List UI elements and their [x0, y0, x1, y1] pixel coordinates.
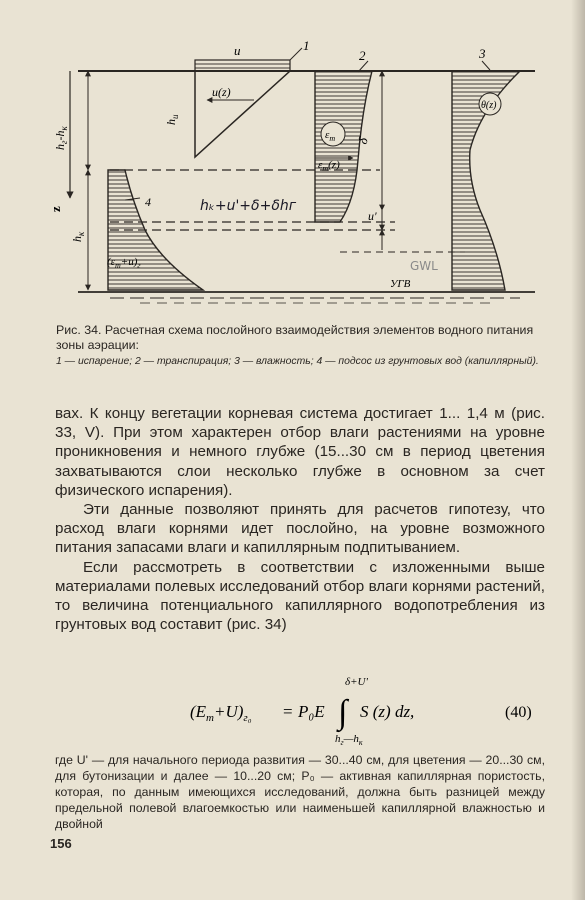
label-hg-hk: h	[53, 144, 67, 150]
label-u-z: u(z)	[212, 85, 231, 99]
figure-caption	[56, 323, 548, 368]
formula-rhs: P₀E	[298, 702, 325, 721]
label-z-axis: z	[48, 206, 63, 212]
label-h-u-sub: u	[170, 114, 180, 119]
svg-text:hг-hк: $h_г-h_к$	[53, 126, 69, 150]
footnote-text: где U' — для начального периода развития — 30...40 см, для цветения — 20...30 см, для бутонизации и далее — 10...20 см; P₀ — активная капиллярная пористость, которая, по данным имеющихся исследований, должна быть разницей между предельной полевой влагоемкостью или наименьшей капиллярной влажностью и двойной	[55, 753, 545, 831]
label-em-z: ε	[318, 159, 323, 171]
label-em-circle: ε	[325, 129, 330, 141]
equation-40	[55, 672, 545, 748]
evaporation-bar	[195, 60, 290, 71]
label-gwl: GWL	[410, 259, 438, 273]
hand-formula: hₖ+u'+δ+δhг	[200, 198, 297, 214]
formula-integrand: S (z) dz,	[360, 702, 415, 721]
label-u-top: u	[234, 43, 241, 58]
label-em-u-g: (ε	[107, 256, 115, 268]
label-theta-z: θ(z)	[481, 100, 497, 111]
transpiration-curve	[315, 71, 372, 222]
caption-title: Рис. 34. Расчетная схема послойного взаимодействия элементов водного питания зоны аэрации:	[56, 323, 534, 352]
label-n3: 3	[479, 46, 486, 61]
u-triangle	[195, 71, 290, 157]
svg-text:(Em+U)г₀: $(E_m+U)_{г_0}$	[190, 702, 252, 724]
svg-text:εm(z): $\varepsilon_m(z)$	[318, 159, 340, 173]
label-n4: 4	[145, 195, 151, 209]
label-h-u: h	[164, 119, 178, 125]
body-text	[55, 404, 545, 634]
formula-number: (40)	[505, 704, 532, 721]
paragraph-3: Если рассмотреть в соответствии с изложенными выше материалами полевых исследований отбор влаги корнями растений, то величина потенциального капиллярного водопотребления из грунтовых вод составит (рис. 34)	[55, 558, 545, 634]
page-edge-shadow	[571, 0, 585, 900]
caption-legend: 1 — испарение; 2 — транспирация; 3 — влажность; 4 — подсос из грунтовых вод (капиллярный).	[56, 356, 539, 367]
svg-text:εm: $\varepsilon_m$	[325, 129, 336, 143]
figure-34-diagram	[50, 30, 550, 320]
label-n2: 2	[359, 48, 366, 63]
formula-lhs: (E	[190, 702, 207, 721]
formula-upper-limit: δ+U'	[345, 676, 368, 688]
formula-equals: =	[283, 702, 293, 721]
label-delta: δ	[354, 135, 371, 147]
svg-text:hu	[164, 114, 180, 125]
page-number: 156	[50, 836, 72, 851]
svg-text:hк: $h_к$	[70, 231, 86, 242]
formula-lower-limit: h	[335, 733, 341, 745]
label-ugv: УГВ	[390, 278, 411, 290]
paragraph-2: Эти данные позволяют принять для расчетов гипотезу, что расход влаги корнями идет послойно, на уровне возможного питания запасами влаги и капиллярным подпитыванием.	[55, 501, 545, 557]
label-u-prime: u'	[368, 209, 377, 223]
label-n1: 1	[303, 38, 310, 53]
paragraph-1: вах. К концу вегетации корневая система достигает 1... 1,4 м (рис. 33, V). При этом характерен отбор влаги растениями на уровне проникновения и немного глубже (15...30 см в период цветения захватываются слои несколько глубже в основном за счет физического испарения).	[55, 405, 545, 499]
label-h-k: h	[70, 236, 84, 242]
svg-text:(εm+u)г: $(\varepsilon_m+u)_г$	[107, 256, 141, 270]
svg-text:hг—hк: $h_г—h_к$	[335, 733, 363, 747]
formula-integral: ∫	[338, 694, 348, 731]
